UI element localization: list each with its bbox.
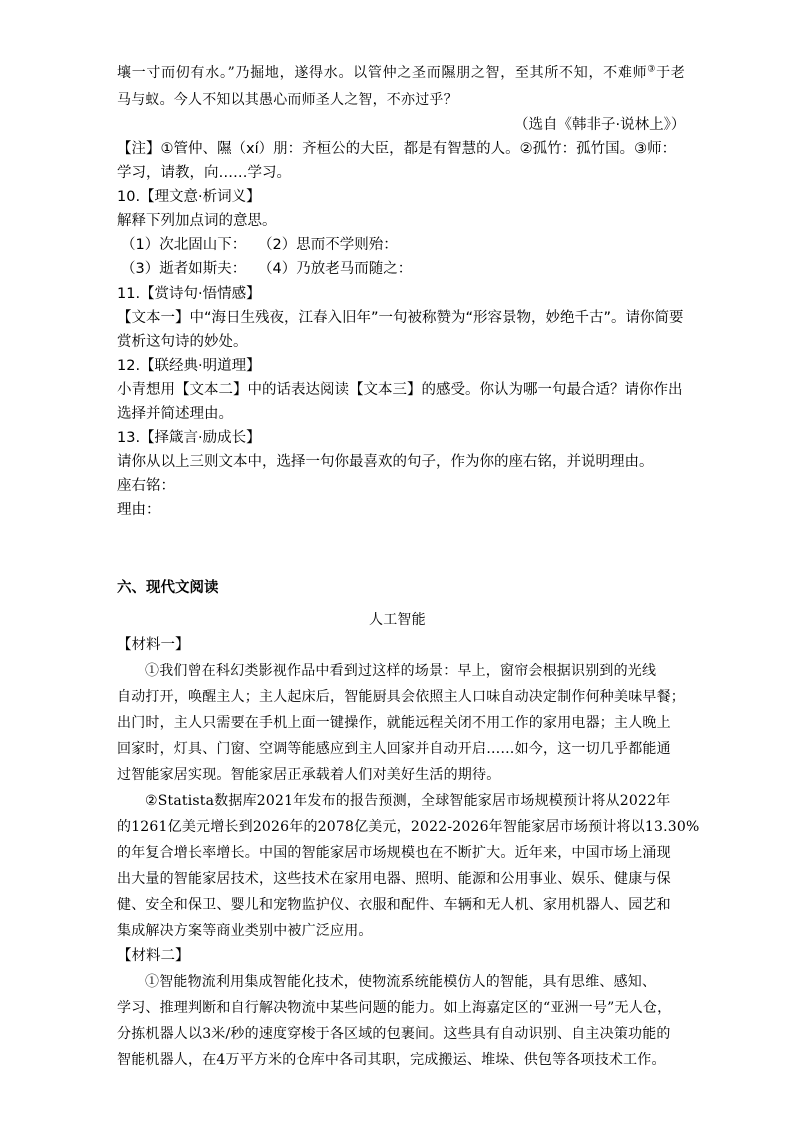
article-text-line: 的年复合增长率增长。中国的智能家居市场规模也在不断扩大。近年来，中国市场上涌现 [117,845,671,861]
article-text-line: 自动打开，唤醒主人；主人起床后，智能厨具会依照主人口味自动决定制作何种美味早餐； [117,689,685,705]
question-11-title: 11.【赏诗句·悟情感】 [117,286,261,302]
question-13-title: 13.【择箴言·励成长】 [117,430,261,446]
article-text-line: ②Statista数据库2021年发布的报告预测，全球智能家居市场规模预计将从2022年 [145,793,671,809]
material-label: 【材料二】 [117,948,190,964]
article-text-line: 集成解决方案等商业类别中被广泛应用。 [117,923,373,939]
notes-line: 学习，请教，向……学习。 [117,165,291,181]
reason-label: 理由： [117,502,161,518]
material-label: 【材料一】 [117,637,190,653]
article-text-line: 学习、推理判断和自行解决物流中某些问题的能力。如上海嘉定区的“亚洲一号”无人仓， [117,1000,672,1016]
article-text-line: ①我们曾在科幻类影视作品中看到过这样的场景：早上，窗帘会根据识别到的光线 [145,663,657,679]
article-text-line: 回家时，灯具、门窗、空调等能感应到主人回家并自动开启……如今，这一切几乎都能通 [117,741,671,757]
source-citation: （选自《韩非子·说林上》） [514,117,686,133]
article-text-line: 的1261亿美元增长到2026年的2078亿美元，2022-2026年智能家居市场预计将以13.30% [117,819,700,835]
notes-line: 【注】①管仲、隰（xí）朋：齐桓公的大臣，都是有智慧的人。②孤竹：孤竹国。③师： [117,141,677,157]
article-text-line: 智能机器人，在4万平方米的仓库中各司其职，完成搬运、堆垛、供包等各项技术工作。 [117,1052,666,1068]
article-text-line: 分拣机器人以3米/秒的速度穿梭于各区域的包裹间。这些具有自动识别、自主决策功能的 [117,1026,671,1042]
question-11-text: 赏析这句诗的妙处。 [117,334,248,350]
footnote-marker: ③ [647,64,657,75]
question-10-item: （2）思而不学则殆： [258,237,398,253]
section-heading: 六、现代文阅读 [117,580,219,596]
article-text-line: 健、安全和保卫、婴儿和宠物监护仪、衣服和配件、车辆和无人机、家用机器人、园艺和 [117,897,671,913]
question-12-text: 小青想用【文本二】中的话表达阅读【文本三】的感受。你认为哪一句最合适？请你作出 [117,382,683,398]
article-text-line: 出门时，主人只需要在手机上面一键操作，就能远程关闭不用工作的家用电器；主人晚上 [117,715,671,731]
motto-label: 座右铭： [117,478,175,494]
article-text-line: 过智能家居实现。智能家居正承载着人们对美好生活的期待。 [117,767,501,783]
classical-text-line: 壤一寸而仞有水。”乃掘地，遂得水。以管仲之圣而隰朋之智，至其所不知，不难师③于老 [117,64,685,81]
question-10-item: （4）乃放老马而随之： [258,261,413,277]
question-13-text: 请你从以上三则文本中，选择一句你最喜欢的句子，作为你的座右铭，并说明理由。 [117,454,654,470]
question-11-text: 【文本一】中“海日生残夜，江春入旧年”一句被称赞为“形容景物，妙绝千古”。请你简要 [117,310,684,326]
question-12-text: 选择并简述理由。 [117,406,233,422]
question-10-item: （1）次北固山下： [121,237,247,253]
article-title: 人工智能 [369,612,426,628]
question-10-instruction: 解释下列加点词的意思。 [117,213,277,229]
article-text-line: 出大量的智能家居技术，这些技术在家用电器、照明、能源和公用事业、娱乐、健康与保 [117,871,671,887]
question-12-title: 12.【联经典·明道理】 [117,358,261,374]
classical-text-line: 马与蚁。今人不知以其愚心而师圣人之智，不亦过乎？ [117,92,458,108]
question-10-title: 10.【理文意·析词义】 [117,189,261,205]
article-text-line: ①智能物流利用集成智能化技术，使物流系统能模仿人的智能，具有思维、感知、 [145,974,657,990]
question-10-item: （3）逝者如斯夫： [121,261,247,277]
